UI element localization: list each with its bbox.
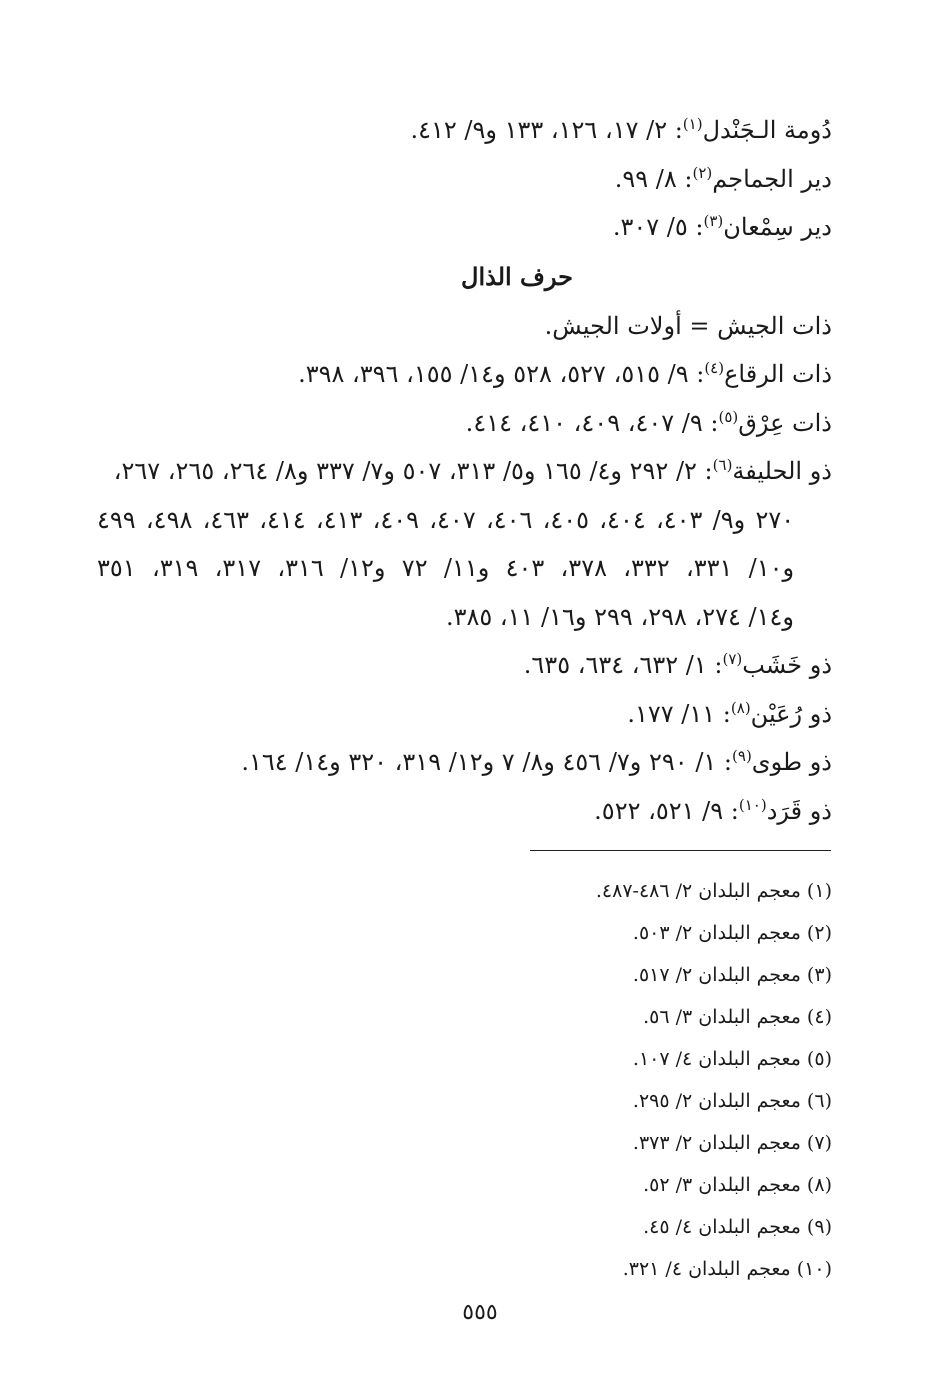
entry-pages: : ٩/ ٥٢١، ٥٢٢.	[594, 796, 739, 825]
entry-pages: : ٨/ ٩٩.	[614, 164, 693, 193]
footnote-ref: (٣)	[703, 212, 724, 230]
entry-pages: : ١/ ٦٣٢، ٦٣٤، ٦٣٥.	[523, 651, 723, 679]
index-entry-multiline	[97, 447, 832, 641]
entry-name: ذو طوى	[751, 748, 832, 776]
entry-pages: : ٥/ ٣٠٧.	[612, 213, 704, 241]
footnote: (٥) معجم البلدان ٤/ ١٠٧.	[632, 1048, 832, 1070]
footnote: (٩) معجم البلدان ٤/ ٤٥.	[643, 1216, 832, 1238]
entry-pages: : ٩/ ٥١٥، ٥٢٧، ٥٢٨ و١٤/ ١٥٥، ٣٩٦، ٣٩٨.	[298, 360, 705, 388]
entry-pages: : ١/ ٢٩٠ و٧/ ٤٥٦ و٨/ ٧ و١٢/ ٣١٩، ٣٢٠ و١٤/ ١٦٤.	[241, 748, 733, 776]
entry-name: ذو رُعَيْن	[750, 699, 832, 728]
footnote-ref: (٦)	[712, 456, 733, 474]
footnotes	[432, 870, 832, 1290]
entry-pages: : ٢/ ١٧، ١٢٦، ١٣٣ و٩/ ٤١٢.	[410, 116, 683, 144]
index-entry	[97, 787, 832, 836]
entry-pages: : ٩/ ٤٠٧، ٤٠٩، ٤١٠، ٤١٤.	[465, 408, 719, 437]
footnote-ref: (٥)	[718, 407, 739, 426]
entry-name: ذو الحليفة	[732, 457, 832, 485]
section-heading: حرف الذال	[461, 261, 573, 291]
footnote-ref: (٨)	[730, 698, 751, 717]
footnote: (٢) معجم البلدان ٢/ ٥٠٣.	[632, 922, 832, 944]
entry-name: ذات الجيش = أولات الجيش.	[544, 311, 832, 340]
index-entry	[97, 203, 832, 252]
entry-name: ذات عِرْق	[738, 408, 832, 437]
index-entry	[97, 350, 832, 399]
footnote-ref: (٩)	[732, 747, 752, 765]
footnote-ref: (١٠)	[738, 795, 767, 814]
entry-name: دير الجماجم	[712, 164, 832, 193]
entry-pages: : ١١/ ١٧٧.	[627, 699, 731, 728]
index-entry	[97, 399, 832, 448]
index-entry	[97, 738, 832, 787]
footnote: (٧) معجم البلدان ٢/ ٣٧٣.	[632, 1132, 832, 1154]
index-entry	[97, 302, 832, 351]
footnote: (٦) معجم البلدان ٢/ ٢٩٥.	[632, 1090, 832, 1112]
entry-name: ذو قَرَد	[766, 796, 832, 825]
entry-continuation: ٢٧٠ و٩/ ٤٠٣، ٤٠٤، ٤٠٥، ٤٠٦، ٤٠٧، ٤٠٩، ٤١٣، ٤١٤، ٤٦٣، ٤٩٨، ٤٩٩	[97, 505, 795, 534]
entry-name: ذات الرقاع	[724, 360, 832, 388]
entry-name: ذو خَشَب	[742, 651, 832, 679]
footnote-ref: (٧)	[722, 650, 743, 668]
index-entry	[97, 106, 832, 155]
footnote-ref: (٤)	[704, 359, 725, 377]
footnote: (٤) معجم البلدان ٣/ ٥٦.	[643, 1006, 832, 1028]
entry-name: دير سِمْعان	[723, 213, 832, 241]
index-entry	[97, 641, 832, 690]
footnote-ref: (١)	[682, 115, 703, 133]
footnote: (١٠) معجم البلدان ٤/ ٣٢١.	[622, 1258, 832, 1280]
index-entries	[97, 106, 832, 835]
entry-continuation: و١٤/ ٢٧٤، ٢٩٨، ٢٩٩ و١٦/ ١١، ٣٨٥.	[445, 602, 794, 631]
footnote-ref: (٢)	[692, 163, 713, 182]
footnote: (١) معجم البلدان ٢/ ٤٨٦-٤٨٧.	[595, 880, 832, 902]
entry-continuation: و١٠/ ٣٣١، ٣٣٢، ٣٧٨، ٤٠٣ و١١/ ٧٢ و١٢/ ٣١٦، ٣١٧، ٣١٩، ٣٥١	[97, 554, 795, 582]
entry-pages: : ٢/ ٢٩٢ و٤/ ١٦٥ و٥/ ٣١٣، ٥٠٧ و٧/ ٣٣٧ و٨/ ٢٦٤، ٢٦٥، ٢٦٧،	[113, 457, 713, 485]
index-entry	[97, 690, 832, 739]
entry-name: دُومة الـجَنْدل	[702, 116, 832, 144]
footnote: (٨) معجم البلدان ٣/ ٥٢.	[643, 1174, 832, 1196]
footnote-divider	[530, 850, 831, 851]
index-entry	[97, 155, 832, 204]
page-number: ٥٥٥	[462, 1300, 498, 1325]
footnote: (٣) معجم البلدان ٢/ ٥١٧.	[632, 964, 832, 986]
